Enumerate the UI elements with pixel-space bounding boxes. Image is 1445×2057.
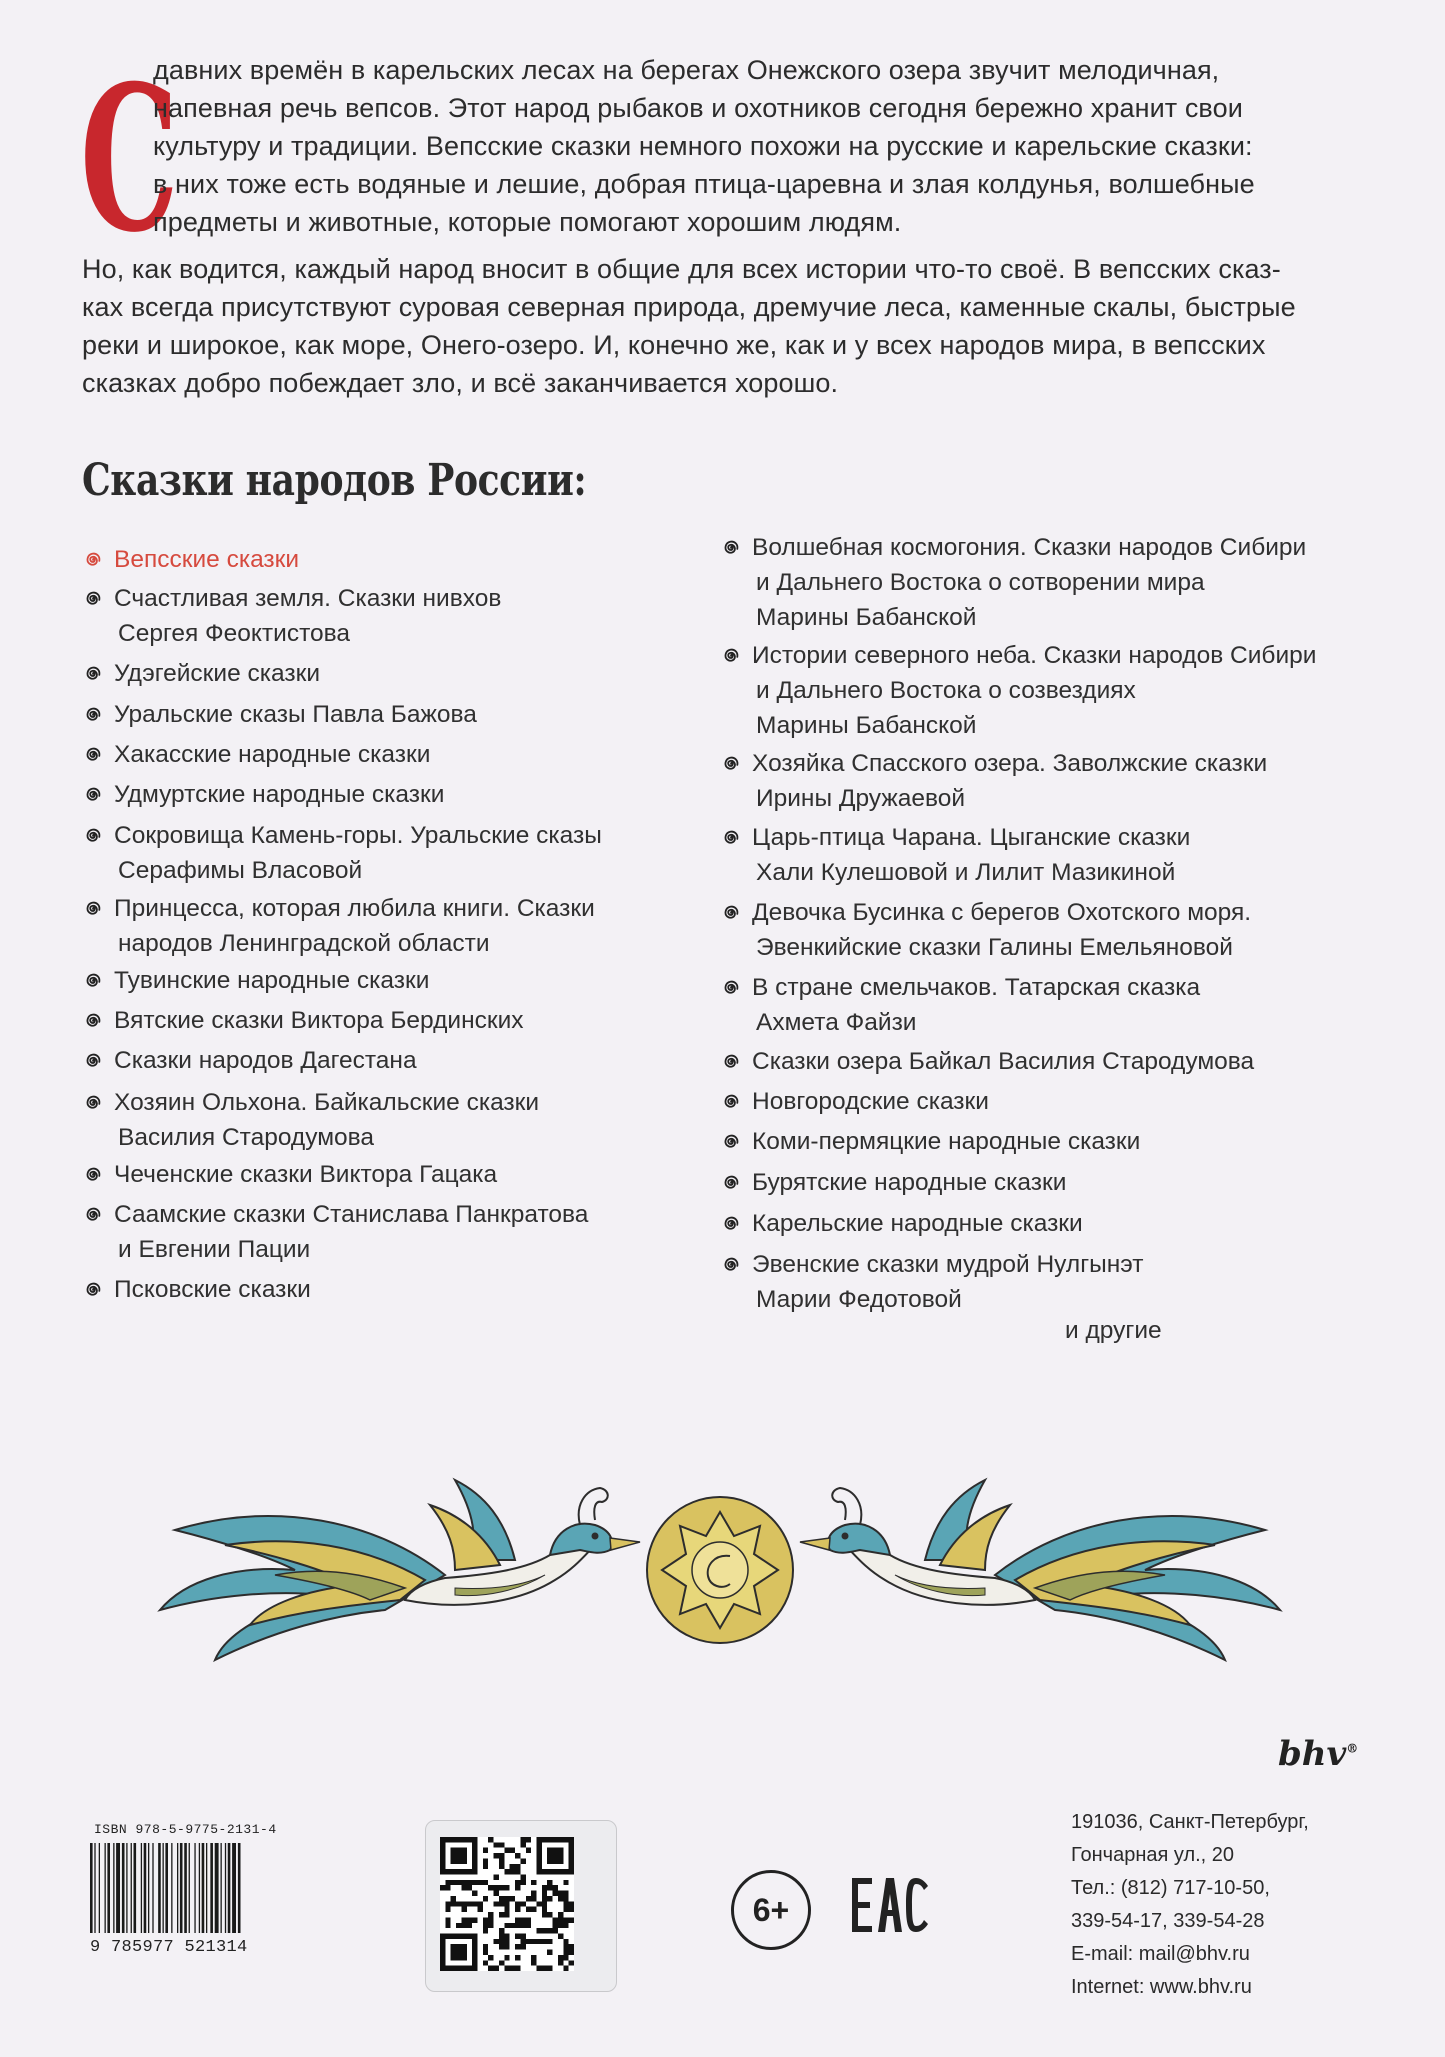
contact-line: E-mail: mail@bhv.ru <box>1071 1943 1250 1965</box>
series-item-line: Саамские сказки Станислава Панкратова <box>114 1201 589 1228</box>
intro-line: культуру и традиции. Вепсские сказки немного похожи на русские и карельские сказки: <box>153 131 1253 161</box>
spiral-icon <box>84 1052 102 1070</box>
drop-cap: С <box>80 42 179 277</box>
series-item-line: Истории северного неба. Сказки народов Сибири <box>752 642 1317 669</box>
intro-line: давних времён в карельских лесах на берегах Онежского озера звучит мелодичная, <box>153 55 1220 85</box>
series-item <box>82 891 595 961</box>
spiral-icon <box>722 647 740 665</box>
series-item-line: Счастливая земля. Сказки нивхов <box>114 585 502 612</box>
series-item <box>82 737 430 772</box>
series-item <box>82 697 477 732</box>
spiral-icon <box>722 1174 740 1192</box>
series-item <box>82 1272 311 1307</box>
series-item-line: Хозяйка Спасского озера. Заволжские сказки <box>752 750 1268 777</box>
series-item <box>82 963 429 998</box>
spiral-icon <box>722 1053 740 1071</box>
series-item-line: и Дальнего Востока о сотворении мира <box>756 569 1205 596</box>
series-item <box>720 638 1316 743</box>
series-item-line: Сказки озера Байкал Василия Стародумова <box>752 1048 1255 1075</box>
eac-mark <box>850 1874 930 1936</box>
series-item-line: Сказки народов Дагестана <box>114 1047 417 1074</box>
series-item <box>720 746 1267 816</box>
series-item <box>720 895 1251 965</box>
spiral-icon <box>722 1256 740 1274</box>
series-item-line: Марины Бабанской <box>756 712 977 739</box>
series-item-line: Эвенкийские сказки Галины Емельяновой <box>756 934 1233 961</box>
intro-line: реки и широкое, как море, Онего-озеро. И, конечно же, как и у всех народов мира, в вепсских <box>82 330 1266 360</box>
contact-line: Гончарная ул., 20 <box>1071 1844 1235 1866</box>
isbn-text: ISBN 978-5-9775-2131-4 <box>94 1822 277 1837</box>
spiral-icon <box>722 1133 740 1151</box>
spiral-icon <box>84 1166 102 1184</box>
intro-line: напевная речь вепсов. Этот народ рыбаков и охотников сегодня бережно хранит свои <box>153 93 1243 123</box>
spiral-icon <box>84 1281 102 1299</box>
series-item-line: Хозяин Ольхона. Байкальские сказки <box>114 1089 540 1116</box>
barcode-digits: 9 785977 521314 <box>90 1938 248 1957</box>
series-item-line: Удмуртские народные сказки <box>114 781 445 808</box>
series-item-line: и Евгении Пации <box>118 1236 311 1263</box>
series-item-line: Сергея Феоктистова <box>118 620 351 647</box>
spiral-icon <box>722 829 740 847</box>
series-item <box>82 1157 497 1192</box>
intro-line: предметы и животные, которые помогают хорошим людям. <box>153 207 902 237</box>
spiral-icon <box>84 900 102 918</box>
series-item <box>720 970 1200 1040</box>
spiral-icon <box>722 1215 740 1233</box>
series-item <box>82 1043 417 1078</box>
contact-line: 339-54-17, 339-54-28 <box>1071 1910 1265 1932</box>
series-heading: Сказки народов России: <box>82 455 587 506</box>
spiral-icon <box>722 1093 740 1111</box>
series-item-line: Хакасские народные сказки <box>114 741 431 768</box>
series-item <box>720 1247 1143 1317</box>
intro-line: ках всегда присутствуют суровая северная природа, дремучие леса, каменные скалы, быстрые <box>82 292 1296 322</box>
series-item <box>82 1085 539 1155</box>
series-item-line: Чеченские сказки Виктора Гацака <box>114 1161 498 1188</box>
intro-line: Но, как водится, каждый народ вносит в общие для всех истории что-то своё. В вепсских сказ- <box>82 254 1281 284</box>
series-item-line: Марии Федотовой <box>756 1286 962 1313</box>
series-item <box>720 1084 989 1119</box>
series-item-line: Волшебная космогония. Сказки народов Сибири <box>752 534 1307 561</box>
series-item-line: Вепсские сказки <box>114 546 300 573</box>
series-item-line: Псковские сказки <box>114 1276 311 1303</box>
series-item <box>720 1044 1254 1079</box>
series-item <box>720 1206 1083 1241</box>
series-item <box>82 1003 524 1038</box>
series-item-line: Царь-птица Чарана. Цыганские сказки <box>752 824 1191 851</box>
series-item <box>82 818 602 888</box>
series-item-line: Серафимы Власовой <box>118 857 363 884</box>
series-item-line: Принцесса, которая любила книги. Сказки <box>114 895 595 922</box>
qr-code <box>440 1837 574 1971</box>
series-item <box>82 656 320 691</box>
series-item <box>82 777 444 812</box>
series-item-line: Вятские сказки Виктора Бердинских <box>114 1007 524 1034</box>
series-item-line: Удэгейские сказки <box>114 660 321 687</box>
series-item <box>720 820 1190 890</box>
spiral-icon <box>84 706 102 724</box>
series-item-line: и Дальнего Востока о созвездиях <box>756 677 1136 704</box>
series-item-line: Василия Стародумова <box>118 1124 375 1151</box>
series-item-line: Девочка Бусинка с берегов Охотского моря. <box>752 899 1252 926</box>
spiral-icon <box>722 755 740 773</box>
intro-line: в них тоже есть водяные и лешие, добрая птица-царевна и злая колдунья, волшебные <box>153 169 1255 199</box>
spiral-icon <box>84 746 102 764</box>
spiral-icon <box>84 590 102 608</box>
series-item-line: Эвенские сказки мудрой Нулгынэт <box>752 1251 1144 1278</box>
series-item <box>720 530 1306 635</box>
others-note: и другие <box>1065 1317 1162 1344</box>
series-item-line: Уральские сказы Павла Бажова <box>114 701 477 728</box>
series-item-line: В стране смельчаков. Татарская сказка <box>752 974 1201 1001</box>
publisher-logo <box>1278 1734 1358 1774</box>
spiral-icon <box>84 665 102 683</box>
intro-line: сказках добро побеждает зло, и всё заканчивается хорошо. <box>82 368 839 398</box>
spiral-icon <box>84 972 102 990</box>
contact-line: 191036, Санкт-Петербург, <box>1071 1811 1309 1833</box>
spiral-icon <box>84 827 102 845</box>
series-item-line: Бурятские народные сказки <box>752 1169 1067 1196</box>
contact-line: Тел.: (812) 717-10-50, <box>1071 1877 1270 1899</box>
publisher-logo-text: bhv <box>1278 1734 1347 1774</box>
series-item <box>720 1124 1140 1159</box>
spiral-icon <box>84 551 102 569</box>
series-item-line: Сокровища Камень-горы. Уральские сказы <box>114 822 602 849</box>
contact-line: Internet: www.bhv.ru <box>1071 1976 1252 1998</box>
series-item-line: народов Ленинградской области <box>118 930 490 957</box>
spiral-icon <box>722 979 740 997</box>
spiral-icon <box>722 539 740 557</box>
series-item-line: Марины Бабанской <box>756 604 977 631</box>
series-item-line: Новгородские сказки <box>752 1088 989 1115</box>
barcode <box>90 1843 290 1933</box>
series-item <box>82 581 501 651</box>
series-item-line: Хали Кулешовой и Лилит Мазикиной <box>756 859 1176 886</box>
series-item-line: Ахмета Файзи <box>756 1009 917 1036</box>
registered-mark: ® <box>1346 1741 1359 1756</box>
spiral-icon <box>722 904 740 922</box>
series-item-line: Карельские народные сказки <box>752 1210 1083 1237</box>
spiral-icon <box>84 786 102 804</box>
series-item-line: Коми-пермяцкие народные сказки <box>752 1128 1141 1155</box>
series-item <box>720 1165 1066 1200</box>
firebirds-ornament <box>155 1460 1285 1680</box>
series-item-line: Ирины Дружаевой <box>756 785 966 812</box>
spiral-icon <box>84 1206 102 1224</box>
series-item-line: Тувинские народные сказки <box>114 967 430 994</box>
spiral-icon <box>84 1012 102 1030</box>
series-item <box>82 542 299 577</box>
spiral-icon <box>84 1094 102 1112</box>
age-rating-badge: 6+ <box>731 1870 811 1950</box>
series-item <box>82 1197 588 1267</box>
